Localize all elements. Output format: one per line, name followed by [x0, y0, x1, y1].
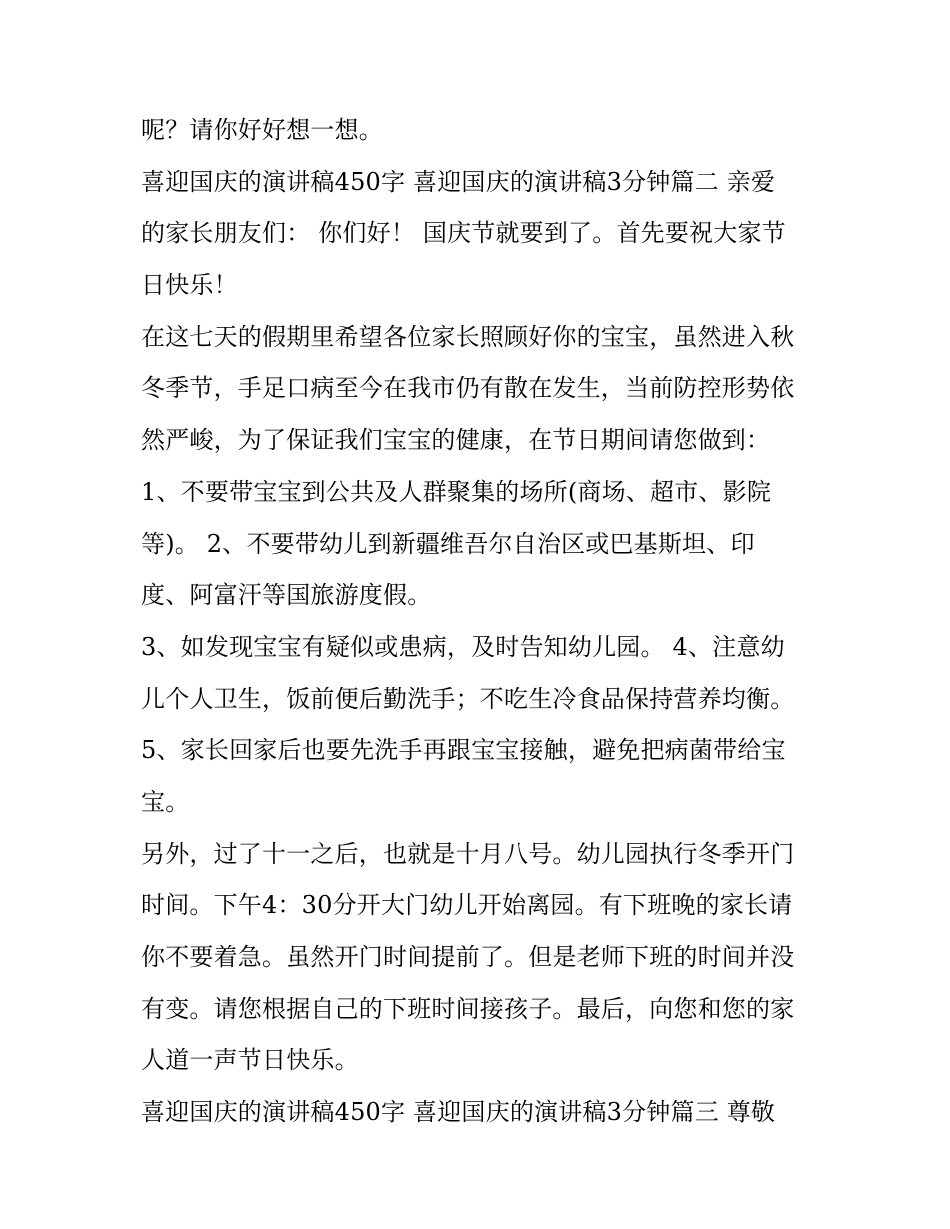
text-line: 5、家长回家后也要先洗手再跟宝宝接触，避免把病菌带给宝	[141, 736, 786, 765]
text-line: 1、不要带宝宝到公共及人群聚集的场所(商场、超市、影院	[141, 477, 772, 506]
text-line: 时间。下午4：30分开大门幼儿开始离园。有下班晚的家长请	[141, 891, 793, 920]
text-line: 喜迎国庆的演讲稿450字 喜迎国庆的演讲稿3分钟篇三 尊敬	[141, 1098, 776, 1127]
text-line: 人道一声节日快乐。	[141, 1046, 359, 1075]
text-line: 然严峻，为了保证我们宝宝的健康，在节日期间请您做到：	[141, 426, 771, 455]
text-line: 3、如发现宝宝有疑似或患病，及时告知幼儿园。 4、注意幼	[141, 632, 785, 661]
text-line: 的家长朋友们： 你们好！ 国庆节就要到了。首先要祝大家节	[141, 219, 786, 248]
text-line: 你不要着急。虽然开门时间提前了。但是老师下班的时间并没	[141, 943, 795, 971]
text-line: 另外，过了十一之后，也就是十月八号。幼儿园执行冬季开门	[141, 839, 795, 868]
text-line: 等)。 2、不要带幼儿到新疆维吾尔自治区或巴基斯坦、印	[141, 529, 755, 558]
body-text	[141, 105, 821, 1139]
text-line: 儿个人卫生，饭前便后勤洗手；不吃生冷食品保持营养均衡。	[141, 684, 795, 713]
text-line: 有变。请您根据自己的下班时间接孩子。最后，向您和您的家	[141, 994, 795, 1023]
text-line: 宝。	[141, 787, 190, 816]
text-line: 度、阿富汗等国旅游度假。	[141, 581, 432, 610]
text-line: 喜迎国庆的演讲稿450字 喜迎国庆的演讲稿3分钟篇二 亲爱	[141, 167, 776, 196]
text-line: 日快乐！	[141, 271, 238, 300]
text-line: 呢？请你好好想一想。	[141, 116, 383, 144]
text-line: 在这七天的假期里希望各位家长照顾好你的宝宝，虽然进入秋	[141, 322, 795, 351]
text-line: 冬季节，手足口病至今在我市仍有散在发生，当前防控形势依	[141, 374, 795, 403]
